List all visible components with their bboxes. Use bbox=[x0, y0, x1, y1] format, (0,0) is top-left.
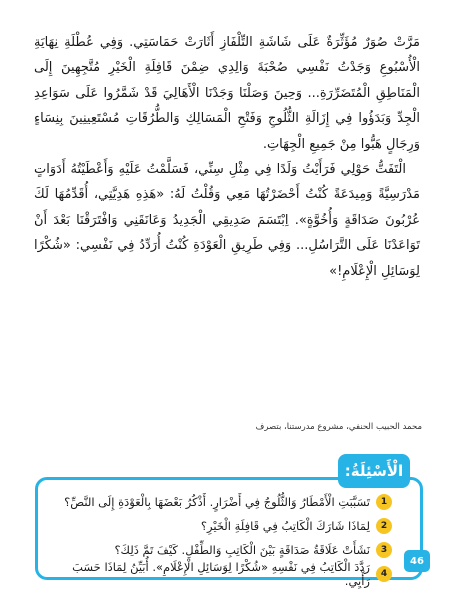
story-text bbox=[34, 30, 420, 284]
question-item bbox=[58, 562, 392, 586]
story-paragraph: الْتَفَتُّ حَوْلِي فَرَأَيْتُ وَلَدًا فِي مِثْلِ سِنِّي، فَسَلَّمْتُ عَلَيْهِ وَأَعْطَيْتُهُ أَدَوَاتٍ مَدْرَسِيَّةً وَمِيدَعَةً كُنْتُ أَحْضَرْتُهَا مَعِي وَقُلْتُ لَهُ: «هَذِهِ هَدِيَّتِي، أُقَدِّمُهَا لَكَ عُرْبُونَ صَدَاقَةٍ وَأُخُوَّةٍ». اِبْتَسَمَ صَدِيقِي الْجَدِيدُ وَعَانَقَنِي وَافْتَرَقْنَا بَعْدَ أَنْ تَوَاعَدْنَا عَلَى التَّرَاسُلِ... وَفِي طَرِيقِ الْعَوْدَةِ كُنْتُ أُرَدِّدُ فِي نَفْسِي: «شُكْرًا لِوَسَائِلِ الْإِعْلَامِ!» bbox=[34, 162, 420, 279]
question-text: لِمَاذَا شَارَكَ الْكَاتِبُ فِي قَافِلَةِ الْخَيْرِ؟ bbox=[200, 519, 370, 533]
questions-title: الْأَسْئِلَةُ: bbox=[338, 454, 410, 488]
questions-list bbox=[58, 490, 392, 586]
question-text: رَدَّدَ الْكَاتِبُ فِي نَفْسِهِ «شُكْرًا لِوَسَائِلِ الْإِعْلَامِ». أُبَيِّنُ لِمَاذَا حَسَبَ رَأْيِي. bbox=[72, 560, 370, 588]
page-number: 46 bbox=[404, 550, 430, 572]
source-citation: محمد الحبيب الحنفي، مشروع مدرستنا، بتصرف bbox=[255, 422, 422, 432]
question-text: نَشَأَتْ عَلَاقَةُ صَدَاقَةٍ بَيْنَ الْكَاتِبِ وَالطِّفْلِ. كَيْفَ تَمَّ ذَلِكَ؟ bbox=[114, 543, 370, 557]
question-number-badge: 2 bbox=[376, 518, 392, 534]
question-item bbox=[58, 514, 392, 538]
question-number-badge: 4 bbox=[376, 566, 392, 582]
question-item bbox=[58, 538, 392, 562]
question-number-badge: 3 bbox=[376, 542, 392, 558]
question-item bbox=[58, 490, 392, 514]
question-number-badge: 1 bbox=[376, 494, 392, 510]
story-paragraph: مَرَّتْ صُوَرٌ مُؤَثِّرَةٌ عَلَى شَاشَةِ التِّلْفَازِ أَثَارَتْ حَمَاسَتِي. وَفِي عُطْلَةِ نِهَايَةِ الْأُسْبُوعِ وَجَدْتُ نَفْسِي صُحْبَةَ وَالِدِي ضِمْنَ قَافِلَةِ الْخَيْرِ مُتَّجِهِينَ إِلَى الْمَنَاطِقِ الْمُتَضَرِّرَةِ... وَحِينَ وَصَلْنَا وَجَدْنَا الْأَهَالِيَ قَدْ شَمَّرُوا عَلَى سَوَاعِدِ الْجِدِّ وَبَدَؤُوا فِي إِزَالَةِ الثُّلُوجِ وَفَتْحِ الْمَسَالِكِ وَالطُّرُقَاتِ مُسْتَعِينِينَ بِنِسَاءٍ وَرِجَالٍ هَبُّوا مِنْ جَمِيعِ الْجِهَاتِ. bbox=[34, 35, 420, 152]
question-text: تَسَبَّبَتِ الْأَمْطَارُ وَالثُّلُوجُ فِي أَضْرَارٍ. أَذْكُرُ بَعْضَهَا بِالْعَوْدَةِ إِلَى النَّصِّ؟ bbox=[64, 495, 370, 509]
